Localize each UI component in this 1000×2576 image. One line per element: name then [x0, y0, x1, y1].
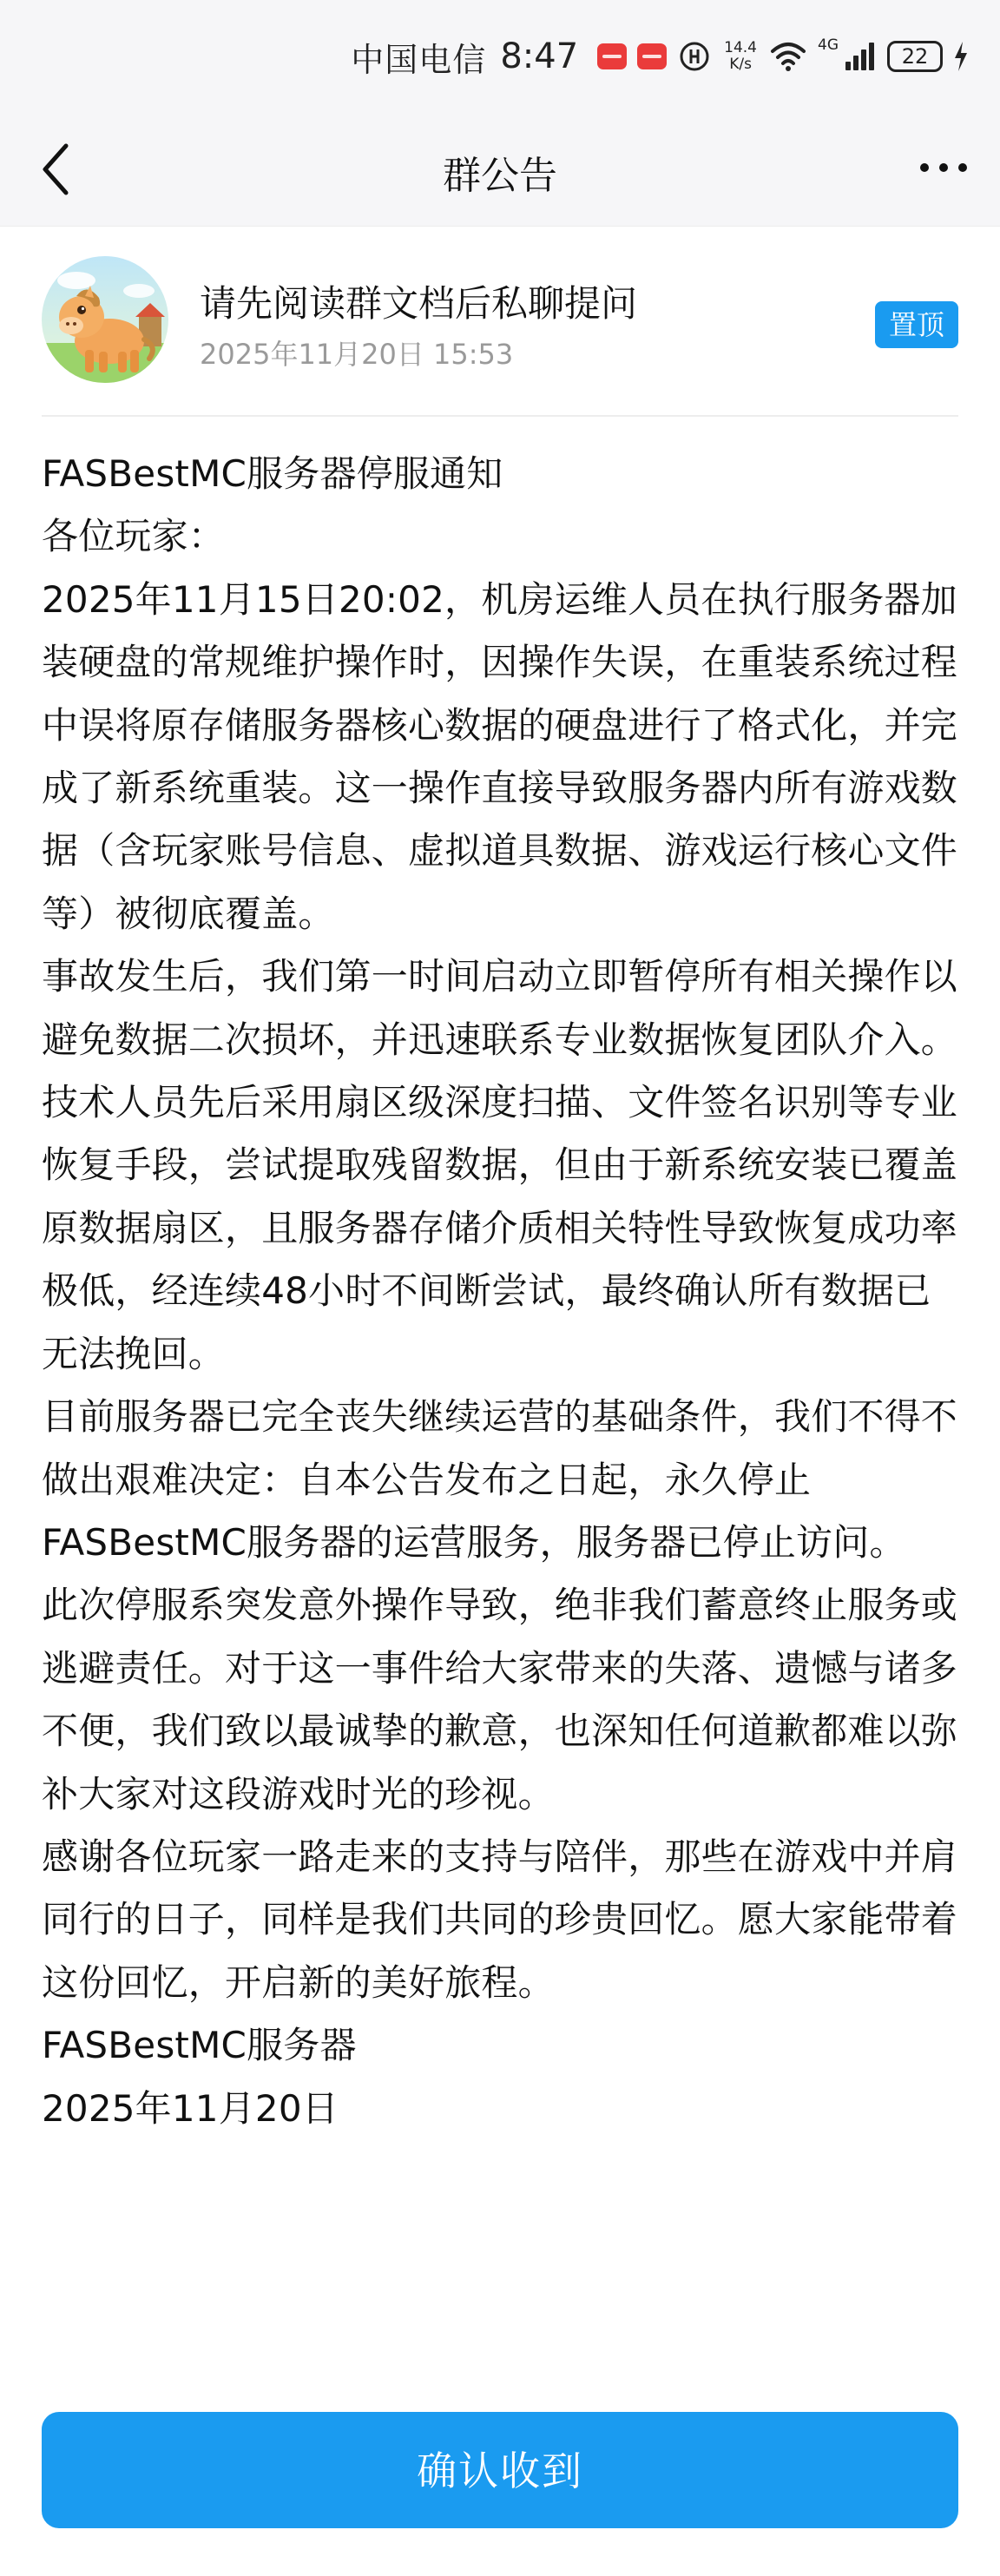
body-paragraph-greeting: 各位玩家： — [42, 515, 226, 558]
status-bar-right — [351, 30, 969, 83]
status-bar — [0, 0, 1000, 113]
nav-bar — [0, 113, 1000, 227]
app-notification-icon-2 — [637, 43, 667, 69]
page-title: 群公告 — [443, 154, 557, 198]
battery-indicator: 22 — [887, 41, 943, 72]
status-time: 8:47 — [500, 36, 579, 76]
net-speed-unit: K/s — [729, 56, 752, 73]
avatar[interactable] — [42, 256, 168, 383]
signal-icon — [844, 41, 877, 72]
announcement-timestamp: 2025年11月20日 15:53 — [200, 338, 514, 371]
app-notification-icon — [597, 43, 627, 69]
body-paragraph-recovery: 事故发生后，我们第一时间启动立即暂停所有相关操作以避免数据二次损坏，并迅速联系专业数据恢复团队介入。技术人员先后采用扇区级深度扫描、文件签名识别等专业恢复手段，尝试提取残留数据，但由于新系统安装已覆盖原数据扇区，且服务器存储介质相关特性导致恢复成功率极低，经连续48小时不间断尝试，最终确认所有数据已无法挽回。 — [42, 955, 958, 1375]
more-button[interactable] — [913, 146, 974, 189]
wifi-icon — [769, 41, 807, 72]
announcement-title: 请先阅读群文档后私聊提问 — [200, 282, 638, 325]
more-horizontal-icon — [913, 146, 974, 189]
body-paragraph-thanks: 感谢各位玩家一路走来的支持与陪伴，那些在游戏中并肩同行的日子，同样是我们共同的珍贵回忆。愿大家能带着这份回忆，开启新的美好旅程。 — [42, 1835, 958, 2004]
header-divider — [42, 415, 958, 417]
confirm-received-button[interactable]: 确认收到 — [42, 2412, 958, 2528]
pinned-badge: 置顶 — [875, 301, 958, 348]
body-paragraph-decision: 目前服务器已完全丧失继续运营的基础条件，我们不得不做出艰难决定：自本公告发布之日起，永久停止FASBestMC服务器的运营服务，服务器已停止访问。 — [42, 1395, 958, 1564]
announcement-body — [42, 443, 962, 2140]
body-paragraph-heading: FASBestMC服务器停服通知 — [42, 452, 503, 495]
pony-avatar-icon — [42, 256, 168, 383]
carrier-label: 中国电信 — [351, 40, 487, 79]
body-signature: FASBestMC服务器 — [42, 2024, 357, 2067]
body-date: 2025年11月20日 — [42, 2086, 339, 2130]
body-paragraph-incident: 2025年11月15日20:02，机房运维人员在执行服务器加装硬盘的常规维护操作时，因操作失误，在重装系统过程中误将原存储服务器核心数据的硬盘进行了格式化，并完成了新系统重装。这一操作直接导致服务器内所有游戏数据（含玩家账号信息、虚拟道具数据、游戏运行核心文件等）被彻底覆盖。 — [42, 577, 958, 935]
charging-bolt-icon — [953, 41, 969, 72]
net-speed — [724, 40, 757, 73]
network-gen-label: 4G — [818, 36, 839, 54]
body-paragraph-apology: 此次停服系突发意外操作导致，绝非我们蓄意终止服务或逃避责任。对于这一事件给大家带来的失落、遗憾与诸多不便，我们致以最诚挚的歉意，也深知任何道歉都难以弥补大家对这段游戏时光的珍视。 — [42, 1584, 958, 1815]
hd-call-icon — [677, 39, 712, 74]
announcement-header — [42, 256, 958, 395]
net-speed-value: 14.4 — [724, 39, 757, 56]
